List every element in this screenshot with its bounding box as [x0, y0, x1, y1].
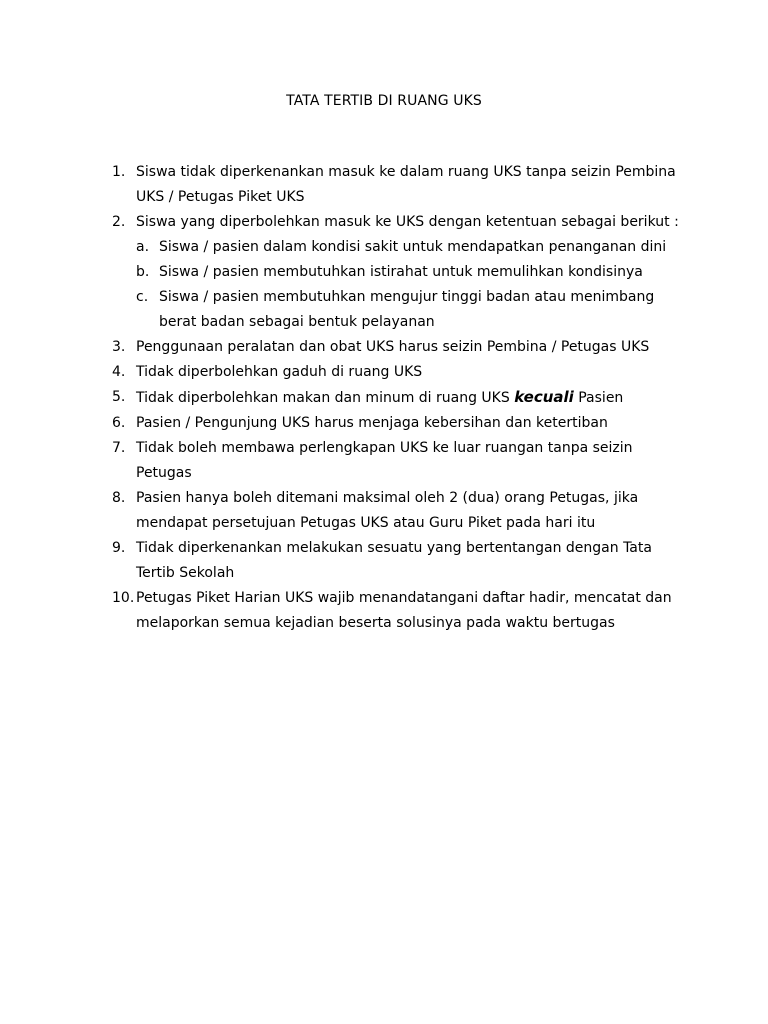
list-item: [112, 160, 692, 210]
list-item: [112, 586, 692, 636]
item-number: 2.: [112, 214, 126, 230]
item-text: Tidak diperbolehkan gaduh di ruang UKS: [136, 364, 423, 380]
list-item: [112, 536, 692, 586]
item-text: Tidak boleh membawa perlengkapan UKS ke luar ruangan tanpa seizin Petugas: [136, 440, 633, 481]
sub-item-letter: b.: [136, 264, 150, 280]
document-title: TATA TERTIB DI RUANG UKS: [286, 93, 482, 109]
item-number: 3.: [112, 339, 126, 355]
item-text-before: Tidak diperbolehkan makan dan minum di ruang UKS: [136, 390, 515, 406]
list-item: [112, 360, 692, 385]
item-text-after: Pasien: [573, 390, 624, 406]
sub-list: [136, 235, 692, 335]
item-number: 7.: [112, 440, 126, 456]
list-item: [112, 210, 692, 335]
item-text: Tidak diperkenankan melakukan sesuatu yang bertentangan dengan Tata Tertib Sekolah: [136, 540, 652, 581]
sub-item-letter: c.: [136, 289, 149, 305]
item-text: Penggunaan peralatan dan obat UKS harus seizin Pembina / Petugas UKS: [136, 339, 650, 355]
item-number: 9.: [112, 540, 126, 556]
sub-item-text: Siswa / pasien membutuhkan istirahat untuk memulihkan kondisinya: [159, 264, 643, 280]
sub-list-item: [136, 285, 692, 335]
list-item: [112, 411, 692, 436]
item-number: 5.: [112, 389, 126, 405]
item-number: 4.: [112, 364, 126, 380]
list-item: [112, 335, 692, 360]
sub-list-item: [136, 260, 692, 285]
rules-list: [112, 160, 692, 636]
sub-item-text: Siswa / pasien membutuhkan mengujur tinggi badan atau menimbang berat badan sebagai bentuk pelayanan: [159, 289, 655, 330]
item-number: 10.: [112, 590, 135, 606]
item-text: Pasien hanya boleh ditemani maksimal oleh 2 (dua) orang Petugas, jika mendapat persetujuan Petugas UKS atau Guru Piket pada hari itu: [136, 490, 639, 531]
sub-list-item: [136, 235, 692, 260]
item-number: 1.: [112, 164, 126, 180]
item-number: 8.: [112, 490, 126, 506]
sub-item-letter: a.: [136, 239, 150, 255]
item-text: Siswa tidak diperkenankan masuk ke dalam ruang UKS tanpa seizin Pembina UKS / Petugas Piket UKS: [136, 164, 676, 205]
list-item: [112, 486, 692, 536]
item-text: Siswa yang diperbolehkan masuk ke UKS dengan ketentuan sebagai berikut :: [136, 214, 679, 230]
item-text: Petugas Piket Harian UKS wajib menandatangani daftar hadir, mencatat dan melaporkan semua kejadian beserta solusinya pada waktu bertugas: [136, 590, 672, 631]
sub-item-text: Siswa / pasien dalam kondisi sakit untuk mendapatkan penanganan dini: [159, 239, 667, 255]
item-number: 6.: [112, 415, 126, 431]
list-item: [112, 436, 692, 486]
emphasis-text: kecuali: [514, 388, 574, 406]
list-item: [112, 385, 692, 411]
item-text: Pasien / Pengunjung UKS harus menjaga kebersihan dan ketertiban: [136, 415, 608, 431]
